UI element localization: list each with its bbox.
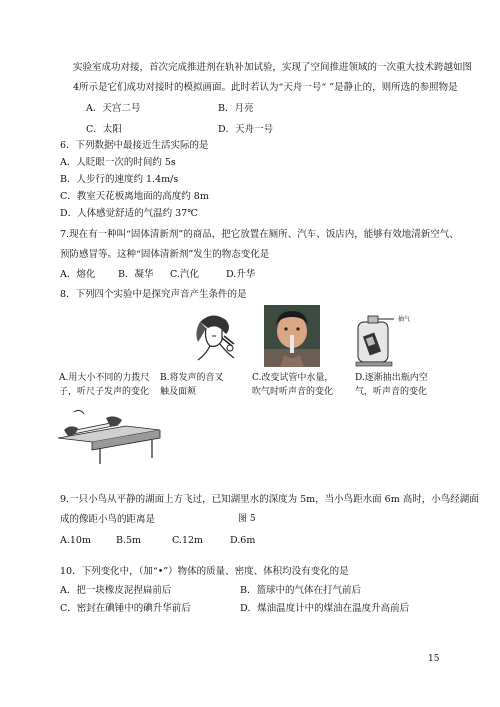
q8-caption-a-line-2: 子，听尺子发声的变化 [59, 386, 150, 397]
q9-line-2: 成的像距小鸟的距离是 [60, 514, 156, 525]
tuning-fork-girl-illustration [186, 312, 241, 364]
intro-option-a: A．天宫二号 [86, 103, 141, 114]
intro-option-d: D．天舟一号 [218, 124, 274, 135]
q10-option-b: B．篮球中的气体在打气前后 [240, 585, 361, 596]
q8-stem: 8．下列四个实验中是探究声音产生条件的是 [60, 289, 247, 300]
q7-option-a: A．熔化 [60, 269, 96, 280]
q8-caption-d-line-1: D.逐渐抽出瓶内空 [355, 373, 428, 383]
q9-line-1: 9.一只小鸟从平静的湖面上方飞过，已知湖里水的深度为 5m，当小鸟距水面 6m 高时，小鸟经湖面 [60, 494, 479, 505]
q8-caption-c-line-1: C.改变试管中水量， [252, 373, 334, 383]
q9-option-c: C.12m [172, 535, 204, 546]
q8-caption-a [59, 372, 149, 400]
q9-option-a: A.10m [60, 535, 91, 546]
q8-caption-c-line-2: 吹气时听声音的变化 [252, 386, 334, 397]
q7-option-c: C.汽化 [170, 269, 199, 280]
q7-line-2: 预防感冒等。这种“固体清新剂”发生的物态变化是 [60, 249, 270, 260]
q10-option-c: C．密封在碘锤中的碘升华前后 [60, 603, 191, 614]
q10-option-d: D．煤油温度计中的煤油在温度升高前后 [240, 603, 410, 614]
q9-option-b: B.5m [116, 535, 142, 546]
q10-stem: 10．下列变化中，（加“•”）物体的质量、密度、体积均没有变化的是 [60, 566, 349, 577]
q6-option-a: A．人眨眼一次的时间约 5s [60, 157, 176, 168]
q7-option-d: D.升华 [226, 269, 256, 280]
boy-blowing-test-tube-photo [264, 305, 320, 367]
q7-line-1: 7.现在有一种叫“固体清新剂”的商品，把它放置在厕所、汽车、饭店内，能够有效地清新空气、 [60, 229, 459, 240]
page-number: 15 [428, 654, 440, 664]
q6-stem: 6．下列数据中最接近生活实际的是 [60, 140, 209, 151]
q6-option-b: B．人步行的速度约 1.4m/s [60, 174, 179, 185]
q8-caption-d [355, 372, 428, 400]
intro-line-1: 实验室成功对接，首次完成推进剂在轨补加试验，实现了空间推进领域的一次重大技术跨越如图 [73, 62, 473, 73]
ruler-on-table-illustration [56, 408, 166, 466]
q8-caption-b-line-1: B.将发声的音叉 [160, 373, 224, 383]
jar-pump-label: 抽气 [398, 316, 411, 323]
q7-option-b: B．凝华 [118, 269, 154, 280]
intro-line-2: 4所示是它们成功对接时的模拟画面。此时若认为“天舟一号“ ”是静止的，则所选的参照物是 [73, 82, 458, 93]
q8-caption-b [160, 372, 223, 400]
q6-option-d: D．人体感觉舒适的气温约 37℃ [60, 208, 198, 219]
q8-caption-a-line-1: A.用大小不同的力拨尺 [59, 373, 150, 383]
intro-option-c: C．太阳 [86, 124, 122, 135]
q9-figure-label: 图 5 [238, 514, 256, 524]
q8-caption-b-line-2: 触及面颊 [160, 386, 197, 397]
q10-option-a: A．把一块橡皮泥捏扁前后 [60, 585, 172, 596]
intro-option-b: B．月亮 [218, 103, 254, 114]
q8-caption-c [252, 372, 333, 400]
q8-caption-d-line-2: 气，听声音的变化 [355, 386, 428, 397]
q9-option-d: D.6m [230, 535, 256, 546]
q6-option-c: C．教室天花板离地面的高度约 8m [60, 191, 209, 202]
